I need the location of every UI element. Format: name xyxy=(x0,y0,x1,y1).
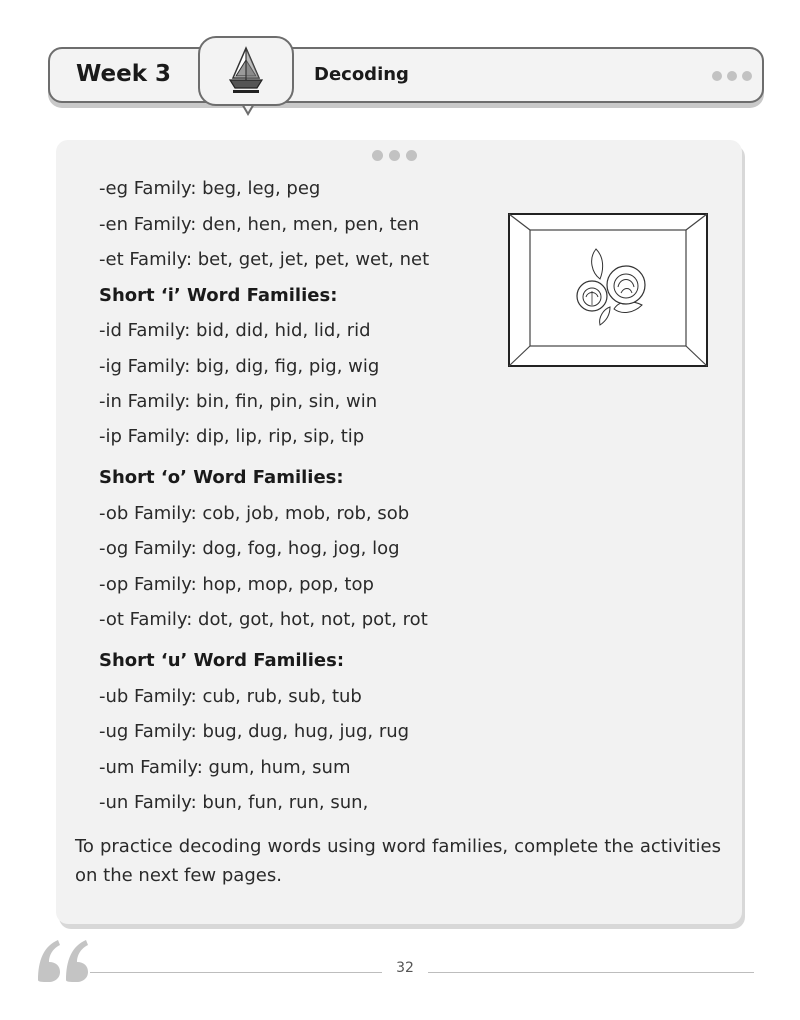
word-family-line: -en Family: den, hen, men, pen, ten xyxy=(99,214,420,235)
dot xyxy=(389,150,400,161)
word-family-line: -ig Family: big, dig, fig, pig, wig xyxy=(99,356,380,377)
word-family-line: -eg Family: beg, leg, peg xyxy=(99,178,321,199)
word-family-line: -ob Family: cob, job, mob, rob, sob xyxy=(99,503,410,524)
section-heading: Short ‘i’ Word Families: xyxy=(99,285,338,306)
word-family-line: -ip Family: dip, lip, rip, sip, tip xyxy=(99,426,365,447)
word-family-line: -op Family: hop, mop, pop, top xyxy=(99,574,374,595)
content-card xyxy=(56,140,742,924)
section-title: Decoding xyxy=(314,64,409,85)
sailboat-icon xyxy=(200,38,292,104)
word-family-line: -ug Family: bug, dug, hug, jug, rug xyxy=(99,721,410,742)
week-badge xyxy=(198,36,294,106)
dot xyxy=(712,71,722,81)
word-family-line: -un Family: bun, fun, run, sun, xyxy=(99,792,369,813)
framed-flowers-icon xyxy=(508,213,708,367)
week-title: Week 3 xyxy=(76,61,172,87)
header-dots xyxy=(712,71,752,81)
word-family-line: -et Family: bet, get, jet, pet, wet, net xyxy=(99,249,430,270)
header-bar xyxy=(48,47,764,103)
word-family-line: -id Family: bid, did, hid, lid, rid xyxy=(99,320,371,341)
word-family-line: -og Family: dog, fog, hog, jog, log xyxy=(99,538,400,559)
dot xyxy=(406,150,417,161)
dot xyxy=(372,150,383,161)
word-family-line: -um Family: gum, hum, sum xyxy=(99,757,351,778)
word-family-line: -in Family: bin, fin, pin, sin, win xyxy=(99,391,378,412)
section-heading: Short ‘o’ Word Families: xyxy=(99,467,344,488)
card-dots xyxy=(372,150,417,161)
section-heading: Short ‘u’ Word Families: xyxy=(99,650,345,671)
instruction-paragraph: To practice decoding words using word families, complete the activities on the next few pages. xyxy=(75,836,721,886)
dot xyxy=(727,71,737,81)
word-family-line: -ot Family: dot, got, hot, not, pot, rot xyxy=(99,609,428,630)
dot xyxy=(742,71,752,81)
quote-mark-icon xyxy=(36,936,90,984)
word-family-line: -ub Family: cub, rub, sub, tub xyxy=(99,686,362,707)
footer-rule-left xyxy=(90,972,382,973)
footer-rule-right xyxy=(428,972,754,973)
page-number: 32 xyxy=(396,960,414,976)
